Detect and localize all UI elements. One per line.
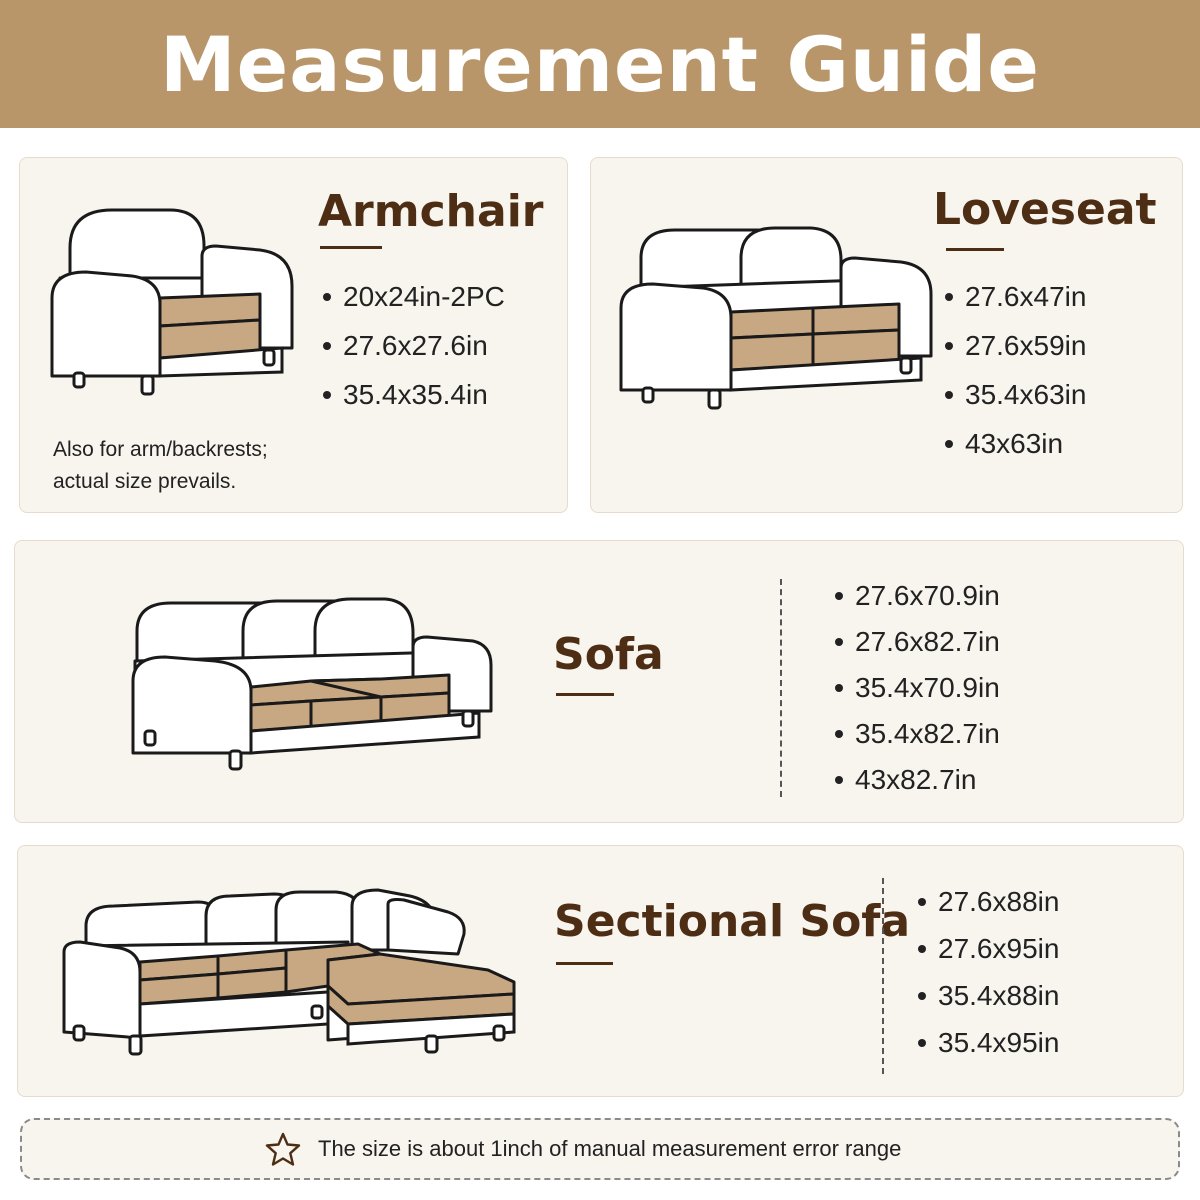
armchair-card [19,157,568,513]
armchair-size-item: 20x24in-2PC [321,272,505,321]
armchair-note [53,434,268,498]
loveseat-size-item: 27.6x59in [943,321,1086,370]
footer-text: The size is about 1inch of manual measurement error range [318,1136,902,1161]
loveseat-title-underline [946,248,1004,251]
sofa-divider [780,579,782,797]
loveseat-size-item: 27.6x47in [943,272,1086,321]
page-title: Measurement Guide [160,19,1040,109]
sofa-size-list [833,573,1000,803]
sofa-card [14,540,1184,823]
star-outline-icon [264,1131,302,1169]
armchair-title: Armchair [318,186,544,237]
sofa-size-item: 27.6x82.7in [833,619,1000,665]
sofa-title-underline [556,693,614,696]
loveseat-size-item: 35.4x63in [943,370,1086,419]
sectional-size-item: 27.6x88in [916,878,1059,925]
armchair-note-line: Also for arm/backrests; [53,438,268,461]
sectional-title: Sectional Sofa [554,896,911,947]
sectional-size-list [916,878,1059,1066]
loveseat-size-list [943,272,1086,468]
sofa-size-item: 27.6x70.9in [833,573,1000,619]
sofa-size-item: 35.4x82.7in [833,711,1000,757]
loveseat-card [590,157,1183,513]
armchair-title-underline [320,246,382,249]
sectional-title-underline [556,962,613,965]
sectional-size-item: 35.4x88in [916,972,1059,1019]
sectional-card [17,845,1184,1097]
sofa-size-item: 43x82.7in [833,757,1000,803]
sectional-size-item: 27.6x95in [916,925,1059,972]
armchair-size-item: 27.6x27.6in [321,321,505,370]
loveseat-size-item: 43x63in [943,419,1086,468]
sectional-divider [882,878,884,1074]
sectional-illustration [18,846,558,1098]
armchair-note-line: actual size prevails. [53,470,237,493]
armchair-size-list [321,272,505,419]
armchair-size-item: 35.4x35.4in [321,370,505,419]
header-banner [0,0,1200,128]
sofa-illustration [15,541,615,824]
sofa-title: Sofa [553,629,664,680]
sofa-size-item: 35.4x70.9in [833,665,1000,711]
sectional-size-item: 35.4x95in [916,1019,1059,1066]
loveseat-title: Loveseat [933,184,1157,235]
footer-note [20,1118,1180,1180]
